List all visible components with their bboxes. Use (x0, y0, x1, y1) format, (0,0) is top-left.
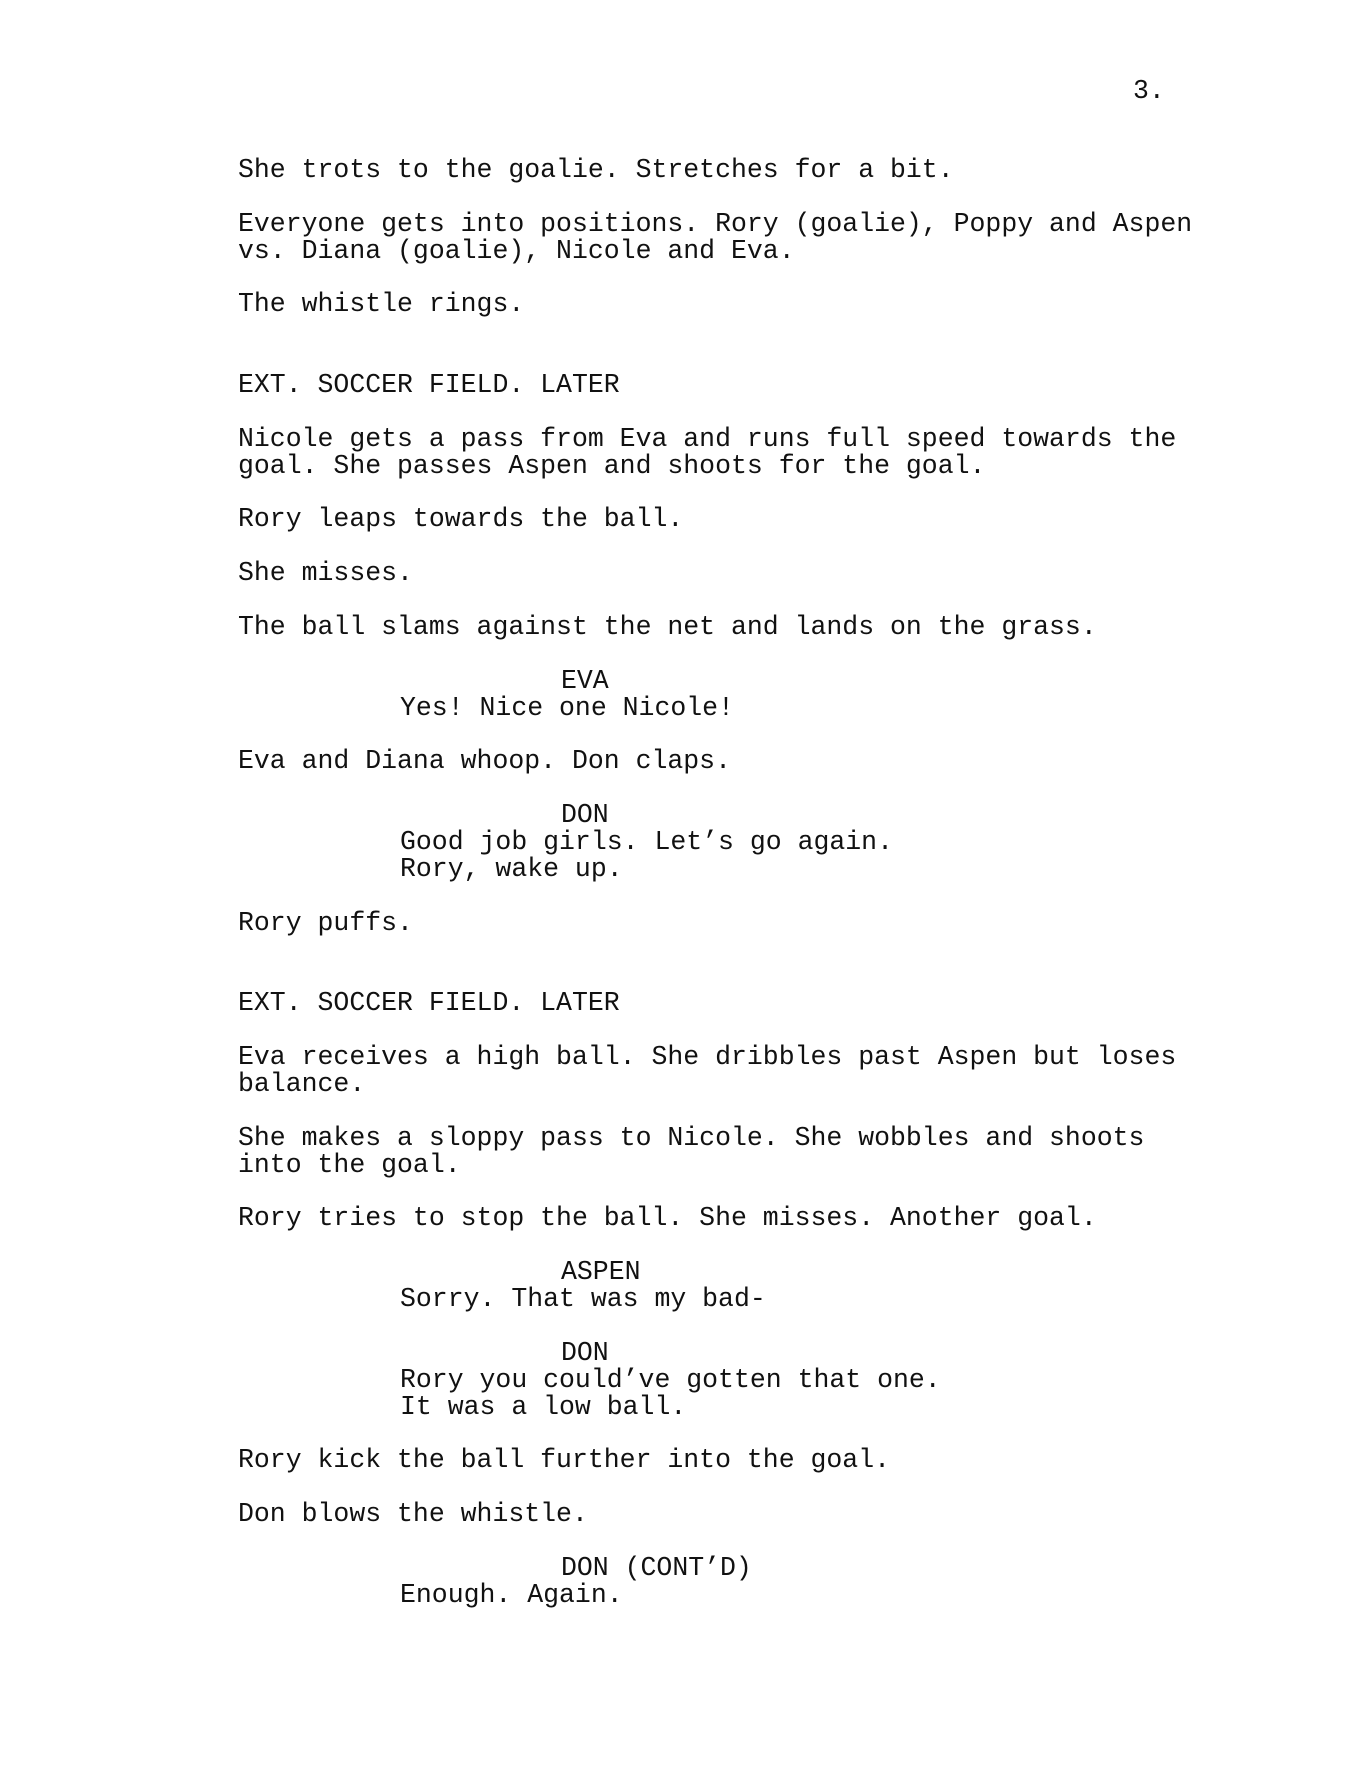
page-number: 3. (1133, 76, 1165, 106)
action-line: Rory leaps towards the ball. (238, 504, 684, 534)
dialogue-line: Enough. Again. (400, 1580, 623, 1610)
action-line: The ball slams against the net and lands on the grass. (238, 612, 1097, 642)
dialogue-line: Rory you could’ve gotten that one. (400, 1365, 941, 1395)
dialogue-line: Yes! Nice one Nicole! (400, 693, 734, 723)
action-line: Eva and Diana whoop. Don claps. (238, 746, 731, 776)
action-line: Rory puffs. (238, 908, 413, 938)
action-line: She makes a sloppy pass to Nicole. She wobbles and shoots (238, 1123, 1145, 1153)
character-cue: DON (561, 800, 609, 830)
action-line: into the goal. (238, 1150, 461, 1180)
scene-heading: EXT. SOCCER FIELD. LATER (238, 370, 620, 400)
action-line: balance. (238, 1069, 366, 1099)
dialogue-line: Rory, wake up. (400, 854, 623, 884)
dialogue-line: It was a low ball. (400, 1392, 687, 1422)
action-line: The whistle rings. (238, 289, 525, 319)
character-cue: EVA (561, 666, 609, 696)
action-line: Nicole gets a pass from Eva and runs full speed towards the (238, 424, 1177, 454)
action-line: Everyone gets into positions. Rory (goalie), Poppy and Aspen (238, 209, 1193, 239)
character-cue: DON (561, 1338, 609, 1368)
action-line: goal. She passes Aspen and shoots for the goal. (238, 451, 986, 481)
character-cue: ASPEN (561, 1257, 641, 1287)
action-line: vs. Diana (goalie), Nicole and Eva. (238, 236, 795, 266)
action-line: She trots to the goalie. Stretches for a bit. (238, 155, 954, 185)
action-line: She misses. (238, 558, 413, 588)
dialogue-line: Sorry. That was my bad- (400, 1284, 766, 1314)
dialogue-line: Good job girls. Let’s go again. (400, 827, 893, 857)
scene-heading: EXT. SOCCER FIELD. LATER (238, 988, 620, 1018)
action-line: Rory kick the ball further into the goal. (238, 1445, 891, 1475)
action-line: Don blows the whistle. (238, 1499, 588, 1529)
character-cue: DON (CONT’D) (561, 1553, 752, 1583)
action-line: Rory tries to stop the ball. She misses. Another goal. (238, 1203, 1097, 1233)
action-line: Eva receives a high ball. She dribbles past Aspen but loses (238, 1042, 1177, 1072)
